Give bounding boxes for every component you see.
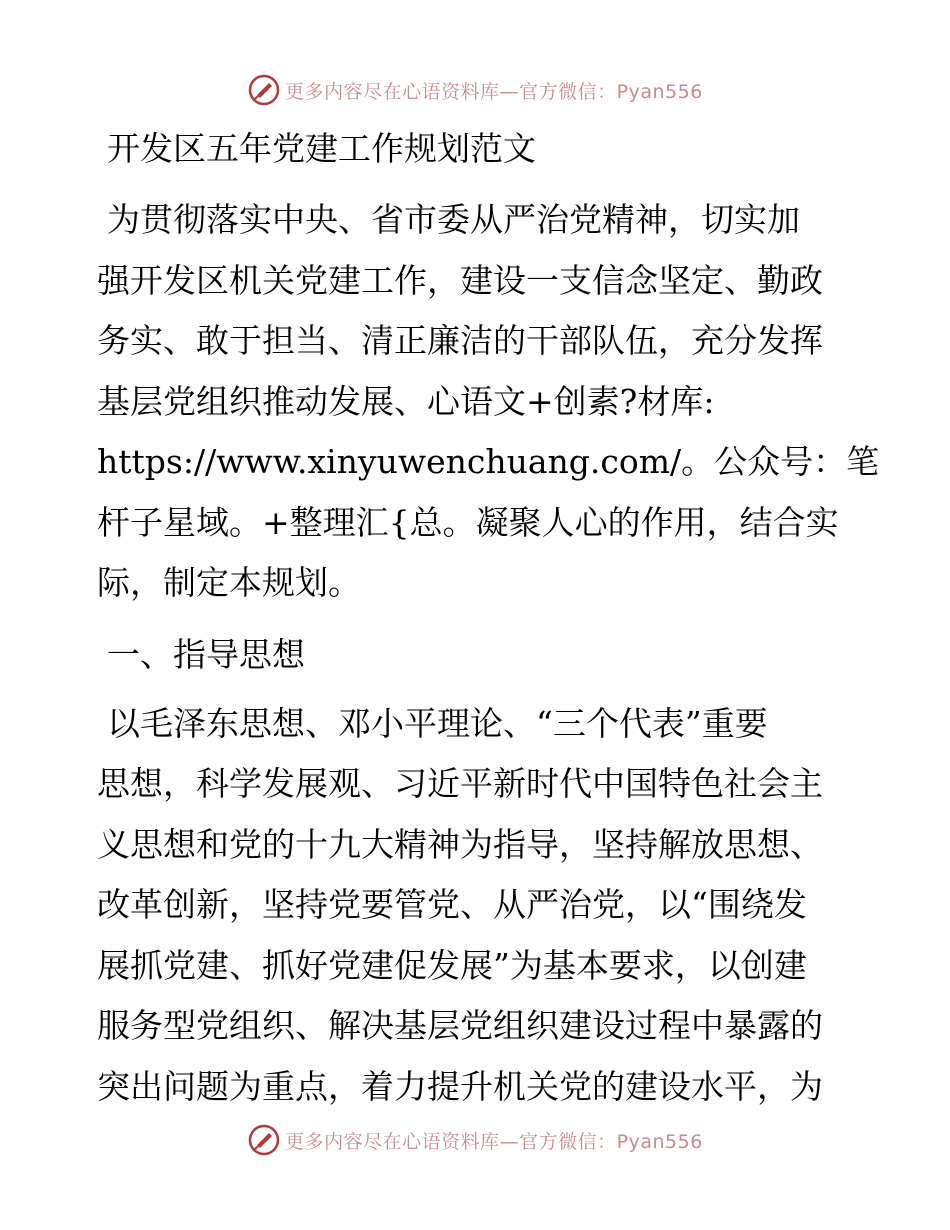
- footer-banner: [0, 1120, 950, 1160]
- paragraph-line: 强开发区机关党建工作，建设一支信念坚定、勤政: [97, 260, 823, 300]
- paragraph-line: 务实、敢于担当、清正廉洁的干部队伍，充分发挥: [97, 321, 823, 360]
- paragraph-line: 服务型党组织、解决基层党组织建设过程中暴露的: [97, 1006, 823, 1045]
- paragraph-line: 以毛泽东思想、邓小平理论、“三个代表”重要: [107, 703, 768, 743]
- paragraph-line: 义思想和党的十九大精神为指导，坚持解放思想、: [97, 824, 823, 864]
- seal-logo-icon: [247, 73, 281, 107]
- paragraph-line: 思想，科学发展观、习近平新时代中国特色社会主: [97, 764, 823, 803]
- footer-banner-text: 更多内容尽在心语资料库—官方微信：Pyan556: [285, 1130, 703, 1153]
- paragraph-line: 改革创新，坚持党要管党、从严治党，以“围绕发: [97, 885, 807, 924]
- header-banner-text: 更多内容尽在心语资料库—官方微信：Pyan556: [285, 80, 703, 103]
- paragraph-line: 突出问题为重点，着力提升机关党的建设水平，为: [97, 1066, 823, 1106]
- paragraph-line: 基层党组织推动发展、心语文+创素?材库:: [97, 381, 715, 421]
- paragraph-line: https://www.xinyuwenchuang.com/。公众号：笔: [97, 442, 880, 481]
- paragraph-line: 际，制定本规划。: [97, 563, 361, 602]
- document-title: 开发区五年党建工作规划范文: [107, 129, 536, 168]
- section-heading: 一、指导思想: [107, 634, 305, 674]
- paragraph-line: 杆子星域。+整理汇{总。凝聚人心的作用，结合实: [97, 502, 839, 542]
- document-body: [97, 120, 880, 1117]
- intro-paragraph: [97, 190, 880, 614]
- paragraph-line: 为贯彻落实中央、省市委从严治党精神，切实加: [107, 200, 800, 239]
- header-banner: [0, 70, 950, 110]
- seal-logo-icon: [247, 1123, 281, 1157]
- paragraph-line: 展抓党建、抓好党建促发展”为基本要求，以创建: [97, 945, 807, 985]
- guiding-thought-paragraph: [97, 694, 853, 1118]
